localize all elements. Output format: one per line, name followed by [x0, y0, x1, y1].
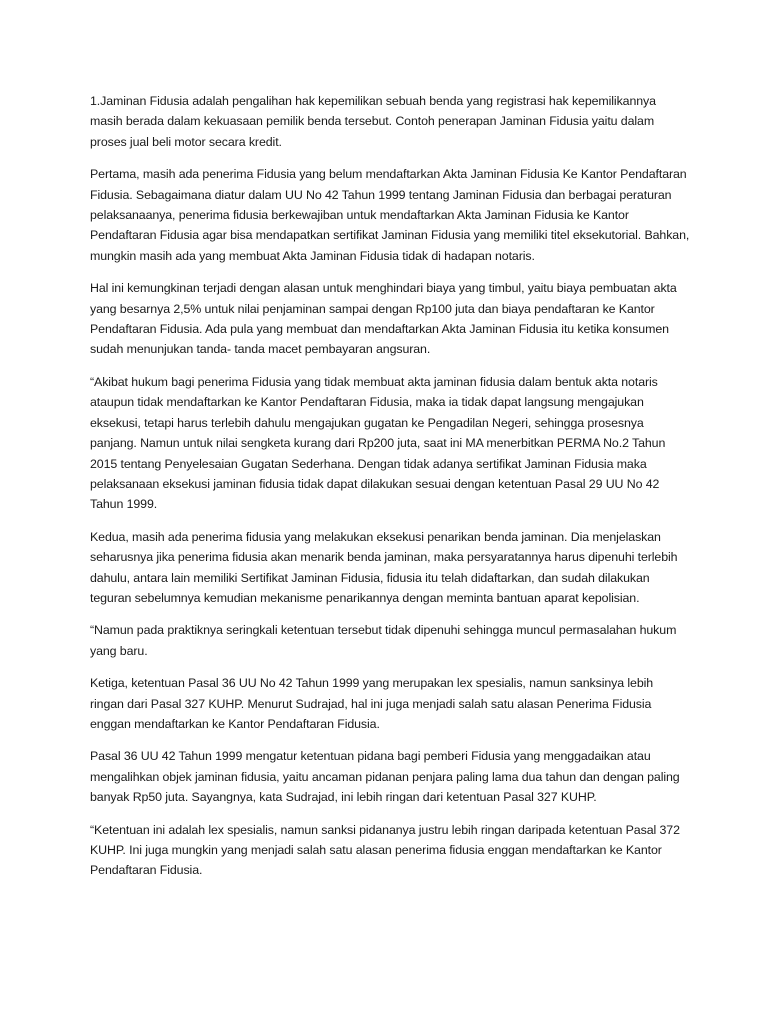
paragraph-ketiga: Ketiga, ketentuan Pasal 36 UU No 42 Tahun 1999 yang merupakan lex spesialis, namun sanksinya lebih ringan dari Pasal 327 KUHP. Menurut Sudrajad, hal ini juga menjadi salah satu alasan Penerima Fidusia enggan mendaftarkan ke Kantor Pendaftaran Fidusia. — [90, 676, 654, 731]
paragraph-pertama: Pertama, masih ada penerima Fidusia yang belum mendaftarkan Akta Jaminan Fidusia Ke Kantor Pendaftaran Fidusia. Sebagaimana diatur dalam UU No 42 Tahun 1999 tentang Jaminan Fidusia dan berbagai peraturan pelaksanaanya, penerima fidusia berkewajiban untuk mendaftarkan Akta Jaminan Fidusia ke Kantor Pendaftaran Fidusia agar bisa mendapatkan sertifikat Jaminan Fidusia yang memiliki titel eksekutorial. Bahkan, mungkin masih ada yang membuat Akta Jaminan Fidusia tidak di hadapan notaris. — [90, 167, 690, 263]
paragraph-praktik: “Namun pada praktiknya seringkali ketentuan tersebut tidak dipenuhi sehingga muncul permasalahan hukum yang baru. — [90, 623, 677, 658]
paragraph-akibat-hukum: “Akibat hukum bagi penerima Fidusia yang tidak membuat akta jaminan fidusia dalam bentuk akta notaris ataupun tidak mendaftarkan ke Kantor Pendaftaran Fidusia, maka ia tidak dapat langsung mengajukan eksekusi, tetapi harus terlebih dahulu mengajukan gugatan ke Pengadilan Negeri, sehingga prosesnya panjang. Namun untuk nilai sengketa kurang dari Rp200 juta, saat ini MA menerbitkan PERMA No.2 Tahun 2015 tentang Penyelesaian Gugatan Sederhana. Dengan tidak adanya sertifikat Jaminan Fidusia maka pelaksanaan eksekusi jaminan fidusia tidak dapat dilakukan sesuai dengan ketentuan Pasal 29 UU No 42 Tahun 1999. — [90, 374, 666, 512]
paragraph-kedua: Kedua, masih ada penerima fidusia yang melakukan eksekusi penarikan benda jaminan. Dia menjelaskan seharusnya jika penerima fidusia akan menarik benda jaminan, maka persyaratannya harus dipenuhi terlebih dahulu, antara lain memiliki Sertifikat Jaminan Fidusia, fidusia itu telah didaftarkan, dan sudah dilakukan teguran sebelumnya kemudian mekanisme penarikannya dengan meminta bantuan aparat kepolisian. — [90, 529, 678, 605]
paragraph-pasal-36: Pasal 36 UU 42 Tahun 1999 mengatur ketentuan pidana bagi pemberi Fidusia yang menggadaikan atau mengalihkan objek jaminan fidusia, yaitu ancaman pidanan penjara paling lama dua tahun dan dengan paling banyak Rp50 juta. Sayangnya, kata Sudrajad, ini lebih ringan dari ketentuan Pasal 327 KUHP. — [90, 749, 680, 805]
paragraph-biaya: Hal ini kemungkinan terjadi dengan alasan untuk menghindari biaya yang timbul, yaitu biaya pembuatan akta yang besarnya 2,5% untuk nilai penjaminan sampai dengan Rp100 juta dan biaya pendaftaran ke Kantor Pendaftaran Fidusia. Ada pula yang membuat dan mendaftarkan Akta Jaminan Fidusia itu ketika konsumen sudah menunjukan tanda- tanda macet pembayaran angsuran. — [90, 281, 677, 357]
paragraph-definition: 1.Jaminan Fidusia adalah pengalihan hak kepemilikan sebuah benda yang registrasi hak kepemilikannya masih berada dalam kekuasaan pemilik benda tersebut. Contoh penerapan Jaminan Fidusia yaitu dalam proses jual beli motor secara kredit. — [90, 94, 656, 149]
paragraph-lex-spesialis: “Ketentuan ini adalah lex spesialis, namun sanksi pidananya justru lebih ringan daripada ketentuan Pasal 372 KUHP. Ini juga mungkin yang menjadi salah satu alasan penerima fidusia enggan mendaftarkan ke Kantor Pendaftaran Fidusia. — [90, 822, 680, 878]
document-body — [90, 91, 690, 893]
